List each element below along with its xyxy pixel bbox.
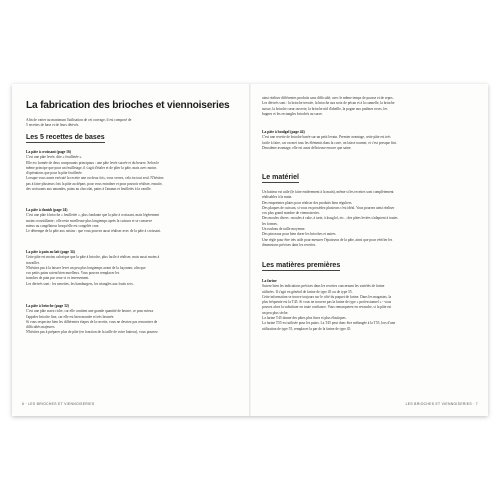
body-line: La farine T45 donne des pâtes plus fines et plus élastiques. xyxy=(262,316,347,321)
matiere-name: La farine xyxy=(262,279,277,283)
recipe-line: N'hésitez pas à préparer plus de pâte (en fonction de la taille de votre batteur), vous pourrez xyxy=(26,330,158,335)
recipe-line: N'hésitez pas à la laisser lever un peu plus longtemps avant de la façonner, afin que xyxy=(26,265,146,270)
heading-underline xyxy=(26,142,105,143)
recipe-line: Les dérivés sont : les navettes, les hamburgers, les triangles aux fruits secs. xyxy=(26,281,134,286)
recipe-line: travailler. xyxy=(26,260,40,265)
recipe-line: facile à faire, car on met tous les éléments dans la cuve, on laisse tourner, et c'est presque fini. xyxy=(262,140,397,145)
body-line: Les dérivés sont : la brioche tressée, la brioche aux noix de pécan et à la cannelle, la brioche xyxy=(262,101,395,106)
body-line: plus fréquente est la T45. Si vous ne trouvez pas la farine de type « professionnel » - vous xyxy=(262,300,392,305)
recipe-name: La pâte à pain au lait (page 34) xyxy=(26,250,75,254)
recipe-line: d'opérations que pour la pâte feuilletée. xyxy=(26,171,83,176)
recipe-line: Cette pâte est moins calorique que la pâte à brioche, plus facile à réaliser, mais aussi moins à xyxy=(26,255,160,260)
recipe-line: Le détrempe de la pâte aux raisins : que vous pouvez aussi réaliser avec de la pâte à croissant. xyxy=(26,229,161,234)
recipe-pain-au-lait xyxy=(26,250,238,287)
intro-paragraph xyxy=(26,118,236,129)
body-line: Un batteur est utile (le faire entièrement à la main), même si les recettes sont complètement xyxy=(262,190,394,194)
recipe-croissant xyxy=(26,150,238,192)
body-line: Des pinceaux pour bien dorer les brioches et autres. xyxy=(262,232,337,237)
recipe-danish xyxy=(26,208,238,234)
recipe-line: C'est une pâte levée, dite « feuilletée ». xyxy=(26,155,83,160)
body-line: La farine T55 est utilisée pour les pains. La T45 peut donc être mélangée à la T55, lors d'une xyxy=(262,321,396,326)
recipe-line: l'appeler brioche fine, car elle est bien montée et très beurrée. xyxy=(26,314,115,319)
recipe-boulgal xyxy=(262,130,474,151)
body-line: Un rouleau de taille moyenne. xyxy=(262,227,306,232)
recipe-line: C'est une recette de brioche basée sur un petit levain. Premier avantage, cette pâte est très xyxy=(262,135,391,140)
heading-underline xyxy=(262,270,340,271)
recipe-line: Si vous respectez bien les différentes étapes de la recette, vous ne devriez pas rencontrer de xyxy=(26,319,158,324)
body-line: vos plus grand nombre de viennoiseries. xyxy=(262,211,320,216)
section-heading-materiel xyxy=(262,174,299,183)
body-line: bugnes et les rectangles briochés au sucre. xyxy=(262,111,323,116)
recipe-line: tranches de pain par ceux-ci et inversement. xyxy=(26,276,90,281)
section-heading-text: Le matériel xyxy=(262,174,299,181)
recipe-name: La pâte à boulgal (page 44) xyxy=(262,130,305,134)
section-heading-text: Les matières premières xyxy=(262,262,341,269)
recipe-line: difficultés majeures. xyxy=(26,325,56,330)
recipe-name: La pâte à croissant (page 16) xyxy=(26,150,72,154)
book-spread xyxy=(12,84,488,416)
body-line: Des plaques de cuisson, si vous en possédez plusieurs c'est idéal. Vous pourrez ainsi réaliser xyxy=(262,205,395,210)
recipe-line: moins croustillante ; elle reste moelleuse plus longtemps après la cuisson et se conserve xyxy=(26,218,153,223)
recipe-line: Elle est formée de deux composants principaux : une pâte levée sucrée et du beurre. Selon le xyxy=(26,160,160,165)
left-page xyxy=(12,84,249,416)
body-line: dimensions précises dans les recettes. xyxy=(262,242,316,247)
section-heading-recettes xyxy=(26,134,105,143)
body-line: Cette information se trouve toujours sur le côté du paquet de farine. Dans les magasins, la xyxy=(262,294,392,299)
recipe-line: Lorsque vous aurez exécuté la recette une ou deux fois, vous verrez, cela ira tout seul. N'hésitez xyxy=(26,176,164,181)
body-line: ainsi réaliser différentes produits sans difficulté, avec le même temps de pousse et de repos. xyxy=(262,96,394,100)
recipe-line: pas à faire plusieurs fois la pâte au départ, pour vous entraîner et pour pouvoir réaliser, ensuite, xyxy=(26,181,163,186)
page-title: La fabrication des brioches et viennoiseries xyxy=(26,100,230,111)
recipe-line: même principe que pour un feuilletage, il s'agit d'étaler et de plier la pâte, mais avec moins xyxy=(26,165,157,170)
heading-underline xyxy=(262,182,299,183)
body-line: utilisation de type 55, remplacer la par de la farine de type 45. xyxy=(262,326,352,331)
recipe-line: des croissants aux amandes, pains au chocolat, pains à l'ananas et feuilletés à la vanille. xyxy=(26,187,152,192)
matiere-farine xyxy=(262,279,474,332)
brioche-continuation xyxy=(262,96,474,117)
recipe-brioche xyxy=(26,304,238,336)
body-line: pouvez alors la substituer en toute confiance. Vous remarquerez en revanche, si la pâte est xyxy=(262,305,392,310)
section-heading-text: Les 5 recettes de bases xyxy=(26,134,105,141)
body-line: utilisées. Il s'agit en général de farine de type 45 ou de type 55. xyxy=(262,289,353,294)
recipe-name: La pâte à brioche (page 32) xyxy=(26,304,69,308)
body-line: les formes. xyxy=(262,221,278,226)
recipe-name: La pâte à danish (page 24) xyxy=(26,208,68,212)
section-heading-matieres xyxy=(262,262,340,271)
body-line: Suivez bien les indications précises dans les recettes concernant les variétés de farine xyxy=(262,284,385,289)
body-line: un peu plus sèche. xyxy=(262,310,289,315)
body-line: Des empreintes plates pour réaliser des produits bien réguliers. xyxy=(262,200,353,205)
folio-right: LES BRIOCHES ET VIENNOISERIES · 7 xyxy=(405,402,478,406)
folio-left: 6 · LES BRIOCHES ET VIENNOISERIES xyxy=(22,402,95,406)
recipe-line: mieux au congélateur lorsqu'elle est congelée crue. xyxy=(26,223,100,228)
recipe-line: vos petits pains soient bien moelleux. Vous pouvez remplacer les xyxy=(26,271,120,276)
recipe-line: Deuxième avantage, elle est aussi délicieuse encore que saine. xyxy=(262,145,352,150)
body-line: Une règle pour être très utile pour mesurer l'épaisseur de la pâte, ainsi que pour vérifier les xyxy=(262,237,393,242)
body-line: réalisables à la main. xyxy=(262,195,293,200)
recipe-line: C'est une pâte à brioche « feuilletée », plus fondante que la pâte à croissant, mais légèrement xyxy=(26,213,160,218)
body-line: suisse, la brioche cœur ouverte, la brioche nid d'abeille, la pogne aux pralines roses, les xyxy=(262,106,388,111)
intro-line: Afin de varier au maximum l'utilisation de cet ouvrage, il est composé de xyxy=(26,118,132,122)
recipe-line: C'est une pâte assez riche, car elle contient une grande quantité de beurre, ce pour mieux xyxy=(26,309,154,314)
body-line: Des moules divers : moules à cake, à tarte, à kouglof, etc. ; des pâtes levées s'adaptent à toutes xyxy=(262,216,398,221)
intro-line: 5 recettes de base et de leurs dérivés. xyxy=(26,123,80,128)
right-page xyxy=(251,84,488,416)
materiel-list xyxy=(262,190,474,248)
